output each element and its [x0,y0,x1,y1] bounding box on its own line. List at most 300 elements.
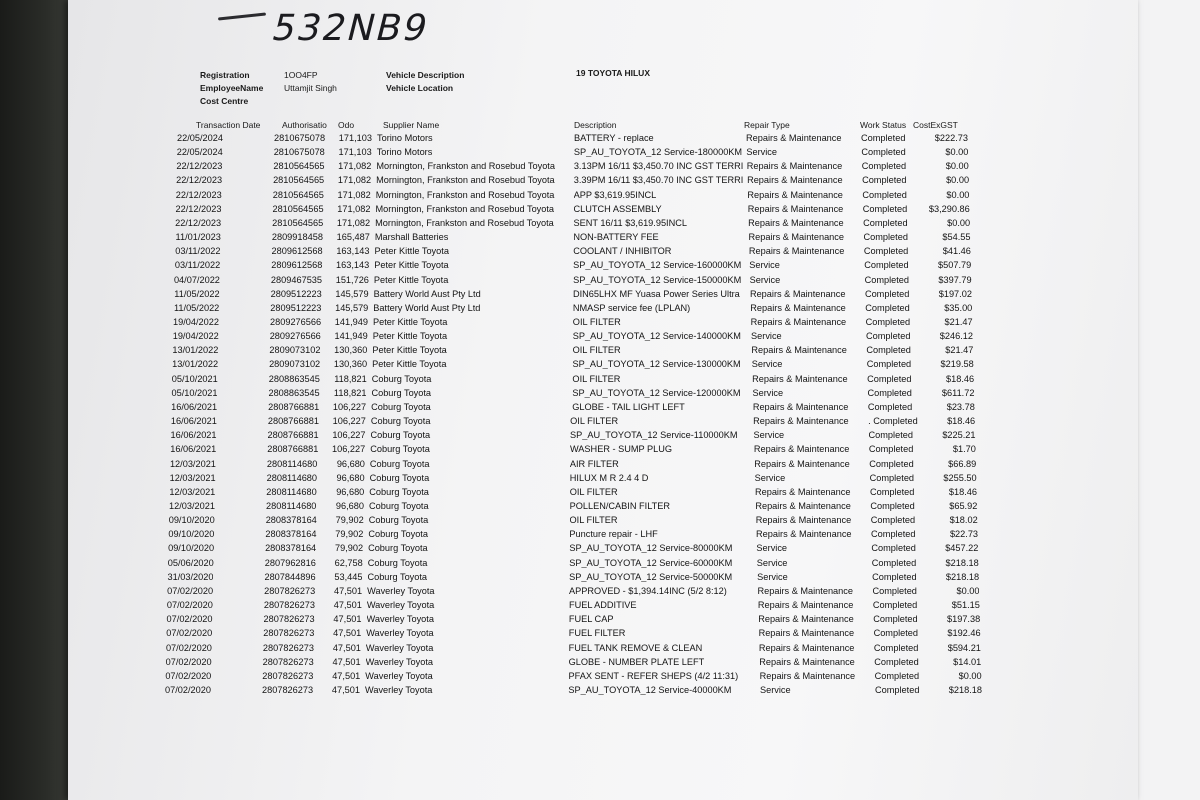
cell-repair-type: Repairs & Maintenance [755,501,851,511]
cell-authorisation: 2808863545 [268,387,320,398]
col-authorisation: Authorisatio [282,120,327,130]
cell-transaction-date: 11/05/2022 [173,302,220,313]
cell-description: 3.39PM 16/11 $3,450.70 INC GST TERRI [573,175,744,186]
cell-cost-ex-gst: $1.70 [952,444,976,455]
printed-sheet [68,0,1138,800]
table-row [68,317,1068,330]
cell-work-status: Completed [864,260,909,271]
cell-authorisation: 2807826273 [263,614,315,625]
col-description: Description [574,120,617,130]
cell-transaction-date: 07/02/2020 [166,600,213,611]
cell-cost-ex-gst: $218.18 [945,571,980,582]
cell-description: SP_AU_TOYOTA_12 Service-140000KM [572,331,741,342]
cell-repair-type: Service [753,430,785,441]
cell-supplier-name: Mornington, Frankston and Rosebud Toyota [375,203,555,214]
cell-supplier-name: Waverley Toyota [365,656,434,667]
cell-work-status: Completed [875,685,920,695]
cell-odometer: 47,501 [332,670,361,681]
cell-cost-ex-gst: $0.00 [946,175,970,186]
cell-odometer: 171,082 [337,175,372,186]
cell-odometer: 171,082 [337,203,371,214]
cell-work-status: Completed [872,585,917,596]
cell-supplier-name: Torino Motors [376,147,433,158]
cell-authorisation: 2809073102 [269,359,321,370]
cell-cost-ex-gst: $18.46 [947,416,976,427]
cell-cost-ex-gst: $218.18 [945,557,979,568]
cell-transaction-date: 07/02/2020 [166,628,213,639]
cell-odometer: 141,949 [334,317,368,327]
table-row [68,558,1068,571]
cell-work-status: Completed [868,444,914,455]
cell-cost-ex-gst: $18.46 [948,486,977,497]
cell-transaction-date: 22/12/2023 [175,189,222,200]
cell-repair-type: Repairs & Maintenance [747,175,843,186]
cell-authorisation: 2810564565 [272,217,324,228]
cell-work-status: Completed [871,529,916,540]
cell-supplier-name: Coburg Toyota [369,472,430,483]
cell-repair-type: Service [756,557,788,568]
cell-transaction-date: 16/06/2021 [170,444,217,455]
cell-authorisation: 2808378164 [265,515,317,526]
cell-work-status: . Completed [868,416,918,427]
cell-authorisation: 2808766881 [267,430,319,441]
cell-odometer: 165,487 [336,232,370,243]
table-row [68,657,1068,670]
cell-description: SP_AU_TOYOTA_12 Service-110000KM [570,430,738,441]
table-row [68,459,1068,472]
table-row [68,204,1068,217]
cell-description: APPROVED - $1,394.14INC (5/2 8:12) [569,585,727,596]
vehicle-description-value: 19 TOYOTA HILUX [576,68,650,78]
cell-authorisation: 2808863545 [268,373,320,384]
cell-description: SP_AU_TOYOTA_12 Service-180000KM [573,147,743,158]
cell-cost-ex-gst: $222.73 [934,133,968,143]
cell-authorisation: 2809073102 [269,345,321,356]
cell-transaction-date: 19/04/2022 [172,331,219,342]
cell-authorisation: 2809918458 [271,232,323,243]
cell-transaction-date: 07/02/2020 [167,585,214,596]
cell-transaction-date: 09/10/2020 [168,515,215,526]
cell-transaction-date: 22/12/2023 [175,217,222,228]
col-work-status: Work Status [860,120,907,130]
cell-description: FUEL FILTER [568,628,626,639]
cell-authorisation: 2807826273 [262,685,314,695]
cell-transaction-date: 11/05/2022 [174,288,220,299]
cell-authorisation: 2810564565 [273,161,325,172]
cell-supplier-name: Marshall Batteries [374,232,449,243]
cell-description: DIN65LHX MF Yuasa Power Series Ultra [572,288,740,299]
table-row [68,515,1068,528]
cell-supplier-name: Coburg Toyota [368,543,428,554]
cell-work-status: Completed [873,628,918,639]
cell-repair-type: Repairs & Maintenance [749,288,846,299]
cell-supplier-name: Torino Motors [377,133,433,143]
table-row [68,643,1068,656]
cell-description: CLUTCH ASSEMBLY [573,203,662,214]
cell-description: BATTERY - replace [574,133,654,143]
cell-repair-type: Service [749,274,781,285]
cell-authorisation: 2807826273 [263,600,315,611]
cell-authorisation: 2810675078 [273,147,325,158]
cell-supplier-name: Waverley Toyota [366,600,435,611]
cell-repair-type: Repairs & Maintenance [756,529,852,540]
cell-authorisation: 2808766881 [267,416,319,427]
cell-transaction-date: 19/04/2022 [173,317,219,327]
table-row [68,345,1068,358]
table-row [68,359,1068,372]
table-row [68,260,1068,273]
cell-supplier-name: Coburg Toyota [371,373,432,384]
cell-cost-ex-gst: $21.47 [945,345,974,356]
vehicle-description-label: Vehicle Description [386,70,465,80]
cell-supplier-name: Waverley Toyota [365,685,433,695]
cell-odometer: 96,680 [336,486,365,497]
cell-authorisation: 2807826273 [264,585,316,596]
cell-supplier-name: Waverley Toyota [366,628,434,639]
cell-description: APP $3,619.95INCL [573,189,657,200]
cell-authorisation: 2807844896 [264,571,316,582]
cell-repair-type: Repairs & Maintenance [759,656,855,667]
cell-authorisation: 2810564565 [272,189,324,200]
cell-transaction-date: 22/05/2024 [176,147,223,158]
cell-work-status: Completed [861,161,907,172]
cell-supplier-name: Peter Kittle Toyota [374,246,449,257]
cell-repair-type: Repairs & Maintenance [752,373,848,384]
cell-work-status: Completed [862,189,907,200]
table-row [68,600,1068,613]
table-row [68,331,1068,344]
cell-odometer: 163,143 [336,246,370,257]
cell-work-status: Completed [861,133,906,143]
cell-transaction-date: 31/03/2020 [167,571,214,582]
table-row [68,289,1068,302]
cell-transaction-date: 12/03/2021 [169,486,216,497]
cell-authorisation: 2807826273 [263,628,315,639]
cell-cost-ex-gst: $0.00 [956,585,980,596]
cell-repair-type: Service [751,331,782,342]
cell-odometer: 171,082 [337,189,371,200]
cell-supplier-name: Battery World Aust Pty Ltd [373,302,481,313]
cell-repair-type: Repairs & Maintenance [753,444,850,455]
cell-supplier-name: Mornington, Frankston and Rosebud Toyota [375,189,555,200]
table-row [68,161,1068,174]
table-row [68,671,1068,684]
cell-repair-type: Repairs & Maintenance [751,345,847,356]
vehicle-location-label: Vehicle Location [386,83,454,93]
cell-description: SP_AU_TOYOTA_12 Service-120000KM [572,387,741,398]
table-row [68,147,1068,160]
cell-authorisation: 2809512223 [270,302,322,313]
cell-authorisation: 2808114680 [266,486,317,497]
table-row [68,402,1068,415]
cell-odometer: 163,143 [336,260,370,271]
cell-description: OIL FILTER [572,345,621,356]
cell-cost-ex-gst: $192.46 [947,628,981,639]
cell-supplier-name: Mornington, Frankston and Rosebud Toyota [376,161,555,172]
cell-odometer: 106,227 [332,401,367,412]
cell-transaction-date: 07/02/2020 [166,614,213,625]
cell-work-status: Completed [867,387,912,398]
cell-authorisation: 2809512223 [270,288,322,299]
cell-description: Puncture repair - LHF [569,529,658,540]
cell-work-status: Completed [867,401,913,412]
cell-work-status: Completed [870,515,916,526]
cell-cost-ex-gst: $246.12 [939,331,974,342]
cell-cost-ex-gst: $41.46 [942,246,971,257]
cell-cost-ex-gst: $197.38 [946,614,981,625]
cell-transaction-date: 05/06/2020 [167,557,214,568]
cell-supplier-name: Coburg Toyota [368,515,429,526]
cost-centre-label: Cost Centre [200,96,249,106]
cell-transaction-date: 03/11/2022 [174,260,221,271]
cell-odometer: 47,501 [334,585,363,596]
cell-transaction-date: 05/10/2021 [171,387,218,398]
light-surface-right [1130,0,1200,800]
cell-repair-type: Repairs & Maintenance [750,317,847,327]
cell-description: WASHER - SUMP PLUG [569,444,673,455]
cell-description: SP_AU_TOYOTA_12 Service-130000KM [572,359,741,370]
cell-work-status: Completed [866,359,912,370]
table-row [68,430,1068,443]
cell-description: FUEL CAP [568,614,614,625]
cell-authorisation: 2807826273 [262,656,314,667]
cell-work-status: Completed [873,642,919,653]
table-row [68,246,1068,259]
cell-cost-ex-gst: $397.79 [938,274,972,285]
cell-work-status: Completed [862,203,908,214]
table-row [68,628,1068,641]
cell-supplier-name: Coburg Toyota [371,387,432,398]
cell-repair-type: Repairs & Maintenance [754,486,851,497]
cell-authorisation: 2807826273 [262,670,314,681]
table-row [68,572,1068,585]
cell-repair-type: Repairs & Maintenance [754,458,850,469]
cell-repair-type: Repairs & Maintenance [759,670,856,681]
cell-authorisation: 2809276566 [269,331,321,342]
cell-repair-type: Service [749,260,780,271]
cell-odometer: 118,821 [333,387,367,398]
cell-authorisation: 2807962816 [264,557,316,568]
cell-authorisation: 2810564565 [273,175,325,186]
cell-odometer: 130,360 [333,359,368,370]
cell-transaction-date: 22/12/2023 [176,161,223,172]
cell-transaction-date: 13/01/2022 [172,359,219,370]
cell-authorisation: 2810675078 [274,133,326,143]
cell-supplier-name: Waverley Toyota [366,614,434,625]
cell-odometer: 118,821 [334,373,367,384]
cell-authorisation: 2810564565 [272,203,324,214]
cell-odometer: 106,227 [332,444,366,455]
cell-transaction-date: 12/03/2021 [169,501,215,511]
cell-odometer: 171,103 [338,147,372,158]
cell-work-status: Completed [870,501,915,511]
cell-work-status: Completed [874,656,919,667]
table-row [68,614,1068,627]
table-row [68,133,1068,146]
cell-cost-ex-gst: $65.92 [949,501,978,511]
cell-odometer: 47,501 [333,614,362,625]
cell-description: COOLANT / INHIBITOR [573,246,672,257]
cell-repair-type: Repairs & Maintenance [746,161,843,172]
cell-supplier-name: Coburg Toyota [367,571,428,582]
cell-odometer: 171,082 [336,217,371,228]
cell-odometer: 106,227 [332,416,366,427]
table-row [68,487,1068,500]
dark-surface-left [0,0,75,800]
cell-repair-type: Service [751,359,783,370]
cell-odometer: 171,103 [338,133,372,143]
cell-repair-type: Repairs & Maintenance [758,628,855,639]
employee-value: Uttamjit Singh [284,83,337,93]
cell-work-status: Completed [865,317,911,327]
cell-repair-type: Repairs & Maintenance [755,515,852,526]
cell-transaction-date: 07/02/2020 [165,685,211,695]
employee-label: EmployeeName [200,83,264,93]
cell-description: SP_AU_TOYOTA_12 Service-80000KM [569,543,733,554]
cell-repair-type: Repairs & Maintenance [757,585,853,596]
cell-supplier-name: Peter Kittle Toyota [372,331,448,342]
cell-work-status: Completed [871,543,916,554]
cell-transaction-date: 04/07/2022 [173,274,220,285]
cell-work-status: Completed [866,345,911,356]
table-row [68,175,1068,188]
cell-cost-ex-gst: $0.00 [946,189,970,200]
cell-description: FUEL ADDITIVE [568,600,637,611]
cell-repair-type: Repairs & Maintenance [753,416,849,427]
cell-supplier-name: Coburg Toyota [370,444,430,455]
cell-supplier-name: Peter Kittle Toyota [374,260,449,271]
cell-authorisation: 2809612568 [271,246,323,257]
table-row [68,473,1068,486]
cell-repair-type: Service [760,685,791,695]
cell-cost-ex-gst: $14.01 [953,656,982,667]
cell-odometer: 79,902 [334,543,364,554]
cell-description: FUEL TANK REMOVE & CLEAN [568,642,703,653]
cell-work-status: Completed [868,430,913,441]
cell-repair-type: Service [752,387,784,398]
cell-repair-type: Service [754,472,786,483]
cell-description: OIL FILTER [572,373,621,384]
cell-work-status: Completed [863,217,908,228]
table-row [68,444,1068,457]
cell-cost-ex-gst: $0.00 [945,147,969,158]
cell-work-status: Completed [869,486,915,497]
cell-description: 3.13PM 16/11 $3,450.70 INC GST TERRI [573,161,744,172]
cell-supplier-name: Waverley Toyota [365,670,433,681]
cell-work-status: Completed [863,232,908,243]
cell-work-status: Completed [871,557,917,568]
cell-authorisation: 2808114680 [266,472,318,483]
cell-repair-type: Repairs & Maintenance [758,614,854,625]
cell-repair-type: Service [757,571,788,582]
table-row [68,190,1068,203]
cell-supplier-name: Mornington, Frankston and Rosebud Toyota [375,217,554,228]
cell-repair-type: Repairs & Maintenance [747,203,844,214]
cell-description: OIL FILTER [570,416,619,427]
cell-transaction-date: 11/01/2023 [175,232,221,243]
cell-description: SP_AU_TOYOTA_12 Service-150000KM [573,274,742,285]
cell-cost-ex-gst: $611.72 [941,387,975,398]
table-row [68,416,1068,429]
cell-cost-ex-gst: $51.15 [951,600,980,611]
cell-supplier-name: Mornington, Frankston and Rosebud Toyota [376,175,555,186]
cell-odometer: 96,680 [336,458,365,469]
cell-odometer: 79,902 [335,515,364,526]
cell-repair-type: Repairs & Maintenance [748,217,844,228]
cell-cost-ex-gst: $54.55 [942,232,971,243]
cell-repair-type: Repairs & Maintenance [748,246,845,257]
cell-description: SENT 16/11 $3,619.95INCL [573,217,687,228]
cell-transaction-date: 16/06/2021 [170,430,217,441]
cell-supplier-name: Peter Kittle Toyota [372,359,447,370]
cell-repair-type: Service [746,147,777,158]
cell-odometer: 47,501 [332,642,361,653]
col-odo: Odo [338,120,355,130]
cell-odometer: 145,579 [335,302,369,313]
cell-supplier-name: Coburg Toyota [368,529,428,540]
table-row [68,586,1068,599]
cell-supplier-name: Coburg Toyota [371,401,431,412]
col-transaction-date: Transaction Date [196,120,261,130]
cell-description: GLOBE - TAIL LIGHT LEFT [572,401,685,412]
cell-supplier-name: Coburg Toyota [367,557,428,568]
cell-description: OIL FILTER [572,317,621,327]
cell-repair-type: Repairs & Maintenance [750,302,846,313]
cell-description: SP_AU_TOYOTA_12 Service-40000KM [568,685,732,695]
table-row [68,374,1068,387]
cell-odometer: 53,445 [334,571,363,582]
cell-odometer: 47,501 [331,685,360,695]
cell-transaction-date: 16/06/2021 [171,401,218,412]
cell-authorisation: 2808114680 [266,501,317,511]
cell-supplier-name: Coburg Toyota [370,430,431,441]
cell-cost-ex-gst: $0.00 [945,161,969,172]
cell-work-status: Completed [872,600,918,611]
cell-odometer: 130,360 [334,345,368,356]
cell-description: POLLEN/CABIN FILTER [569,501,671,511]
cell-work-status: Completed [867,373,912,384]
cell-authorisation: 2808114680 [266,458,318,469]
cell-description: NMASP service fee (LPLAN) [572,302,691,313]
cell-description: SP_AU_TOYOTA_12 Service-60000KM [569,557,733,568]
handwritten-note: 532NB9 [267,8,434,49]
table-row [68,529,1068,542]
cell-authorisation: 2808378164 [265,529,317,540]
pen-mark [218,12,266,20]
table-row [68,232,1068,245]
cell-odometer: 47,501 [333,600,362,611]
cell-odometer: 79,902 [335,529,364,540]
cell-work-status: Completed [866,331,911,342]
cell-repair-type: Repairs & Maintenance [752,401,849,412]
cell-work-status: Completed [869,472,915,483]
cell-authorisation: 2807826273 [262,642,315,653]
cell-supplier-name: Coburg Toyota [370,416,431,427]
cell-work-status: Completed [864,288,910,299]
cell-description: OIL FILTER [569,486,618,497]
cell-cost-ex-gst: $21.47 [944,317,973,327]
cell-cost-ex-gst: $35.00 [944,302,973,313]
cell-description: PFAX SENT - REFER SHEPS (4/2 11:31) [568,670,739,681]
table-row [68,501,1068,514]
col-repair-type: Repair Type [744,120,790,130]
table-row [68,388,1068,401]
cell-cost-ex-gst: $255.50 [943,472,977,483]
cell-description: OIL FILTER [569,515,618,526]
cell-transaction-date: 22/12/2023 [175,203,222,214]
cell-cost-ex-gst: $66.89 [948,458,977,469]
cell-transaction-date: 16/06/2021 [170,416,217,427]
